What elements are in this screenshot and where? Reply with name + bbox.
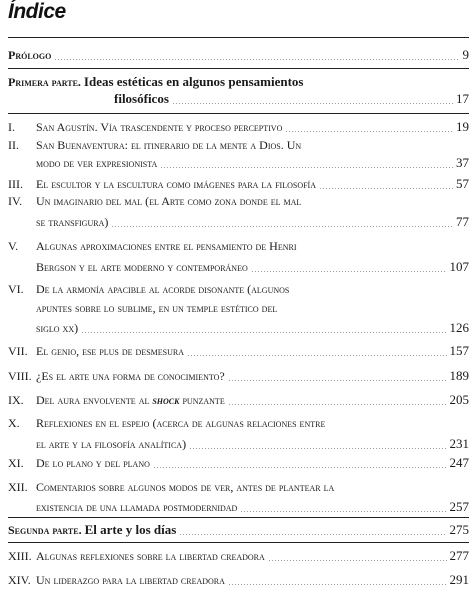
entry-title-cont: apuntes sobre lo sublime, en un temple estético del [36, 301, 278, 315]
entry-title: San Buenaventura: el itinerario de la mente a Dios. Un [36, 138, 302, 152]
page-number: 37 [456, 155, 469, 170]
leader-dots [187, 355, 446, 356]
entry-title: Algunas reflexiones sobre la libertad creadora [36, 549, 265, 563]
toc-entry-9[interactable] [8, 392, 469, 409]
leader-dots [160, 167, 453, 168]
chapter-number: I. [8, 120, 15, 134]
page-number: 291 [449, 572, 469, 587]
chapter-number: VIII. [8, 369, 32, 383]
chapter-number: VII. [8, 344, 28, 358]
toc-entry-13[interactable] [8, 548, 469, 565]
leader-dots [153, 467, 447, 468]
divider [8, 517, 469, 518]
toc-entry-6[interactable] [8, 282, 469, 337]
chapter-number: IV. [8, 194, 23, 208]
page-number: 157 [449, 343, 469, 358]
chapter-number: XIV. [8, 573, 31, 587]
entry-title-cont: modo de ver expresionista [36, 156, 158, 170]
leader-dots [228, 404, 447, 405]
page-number: 9 [462, 47, 469, 62]
toc-entry-12[interactable] [8, 480, 469, 516]
entry-title: De la armonía apacible al acorde disonante (algunos [36, 282, 290, 296]
entry-title: San Agustín. Vía trascendente y proceso perceptivo [36, 120, 283, 134]
chapter-number: VI. [8, 282, 24, 296]
leader-dots [228, 584, 447, 585]
page-number: 126 [449, 320, 469, 335]
toc-part-segunda[interactable] [8, 522, 469, 539]
page-title: Índice [8, 0, 66, 23]
toc-part-primera[interactable] [8, 74, 469, 108]
entry-title: Un imaginario del mal (el Arte como zona donde el mal [36, 194, 302, 208]
toc-entry-7[interactable] [8, 343, 469, 360]
entry-title-cont: el arte y la filosofía analítica) [36, 437, 187, 451]
divider [8, 37, 469, 38]
chapter-number: III. [8, 177, 23, 191]
entry-title: Reflexiones en el espejo (acerca de algunas relaciones entre [36, 416, 326, 430]
toc-entry-3[interactable] [8, 176, 469, 193]
entry-title: El genio, ese plus de desmesura [36, 344, 185, 358]
divider [8, 68, 469, 69]
leader-dots [111, 226, 453, 227]
entry-title: ¿Es el arte una forma de conocimiento? [36, 369, 225, 383]
entry-title-cont: existencia de una llamada postmodernidad [36, 500, 238, 514]
entry-title: Prólogo [8, 48, 52, 62]
toc-entry-10[interactable] [8, 416, 469, 453]
part-title-cont: filosóficos [114, 91, 169, 106]
toc-entry-8[interactable] [8, 368, 469, 385]
leader-dots [240, 511, 446, 512]
toc-entry-4[interactable] [8, 194, 469, 231]
chapter-number: V. [8, 239, 19, 253]
page-number: 57 [456, 176, 469, 191]
leader-dots [81, 332, 446, 333]
page-number: 189 [449, 368, 469, 383]
entry-title-italic: shock [152, 393, 180, 407]
page-number: 277 [449, 548, 469, 563]
chapter-number: II. [8, 138, 19, 152]
leader-dots [319, 188, 453, 189]
page-number: 257 [449, 499, 469, 514]
entry-title: Comentarios sobre algunos modos de ver, antes de plantear la [36, 480, 335, 494]
leader-dots [54, 59, 459, 60]
chapter-number: X. [8, 416, 20, 430]
leader-dots [251, 271, 447, 272]
part-title: Ideas estéticas en algunos pensamientos [83, 74, 304, 89]
page-number: 247 [449, 455, 469, 470]
toc-entry-1[interactable] [8, 119, 469, 136]
entry-title: Algunas aproximaciones entre el pensamiento de Henri [36, 239, 297, 253]
page-number: 17 [456, 91, 469, 106]
leader-dots [285, 131, 453, 132]
toc-entry-14[interactable] [8, 572, 469, 589]
leader-dots [179, 534, 446, 535]
leader-dots [228, 380, 447, 381]
page-number: 77 [456, 214, 469, 229]
page-number: 107 [449, 259, 469, 274]
entry-title: Del aura envolvente al shock punzante [36, 393, 225, 407]
entry-title-cont: Bergson y el arte moderno y contemporáneo [36, 260, 248, 274]
entry-title-cont: se transfigura) [36, 215, 109, 229]
page-number: 231 [449, 436, 469, 451]
page-number: 205 [449, 392, 469, 407]
part-label: Segunda parte. [8, 523, 82, 537]
toc-entry-11[interactable] [8, 455, 469, 472]
leader-dots [189, 448, 446, 449]
part-title: El arte y los días [84, 522, 177, 537]
divider [8, 113, 469, 114]
leader-dots [172, 103, 453, 104]
entry-title: El escultor y la escultura como imágenes para la filosofía [36, 177, 316, 191]
toc-entry-2[interactable] [8, 138, 469, 172]
chapter-number: XI. [8, 456, 24, 470]
toc-entry-5[interactable] [8, 239, 469, 276]
divider [8, 542, 469, 543]
leader-dots [268, 560, 447, 561]
page-number: 275 [449, 522, 469, 537]
chapter-number: IX. [8, 393, 24, 407]
entry-title: Un liderazgo para la libertad creadora [36, 573, 225, 587]
part-label: Primera parte. [8, 75, 81, 89]
chapter-number: XIII. [8, 549, 32, 563]
chapter-number: XII. [8, 480, 28, 494]
entry-title-cont: siglo xx) [36, 321, 79, 335]
page-number: 19 [456, 119, 469, 134]
toc-entry-prologo[interactable] [8, 47, 469, 64]
entry-title: De lo plano y del plano [36, 456, 150, 470]
